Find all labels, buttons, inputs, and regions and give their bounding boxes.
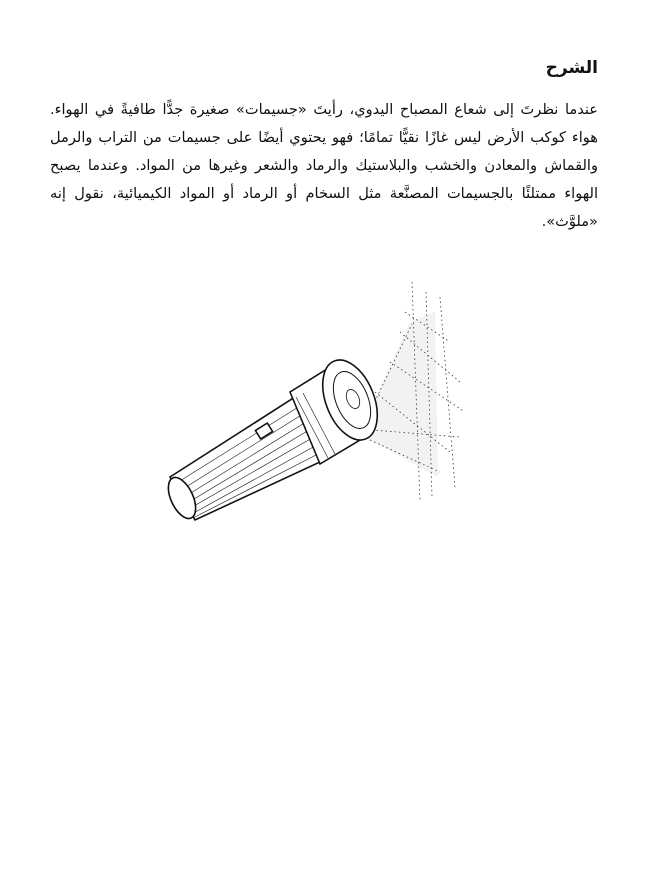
flashlight-icon bbox=[160, 272, 500, 522]
section-heading: الشرح bbox=[545, 58, 598, 78]
explanation-paragraph: عندما نظرتَ إلى شعاع المصباح اليدوي، رأيتَ «جسيمات» صغيرة جدًّا طافيةً في الهواء. هواء كوكب الأرض ليس غازًا نقيًّا تمامًا؛ فهو يحتوي أيضًا على جسيمات من التراب والرمل والقماش والمعادن والخشب والبلاستيك والرماد والشعر وغيرها من المواد. وعندما يصبح الهواء ممتلئًا بالجسيمات المصنَّعة مثل السخام أو الرماد أو المواد الكيميائية، نقول إنه «ملوَّث». bbox=[50, 101, 598, 230]
light-beam bbox=[365, 282, 465, 502]
flashlight-body bbox=[163, 352, 388, 522]
